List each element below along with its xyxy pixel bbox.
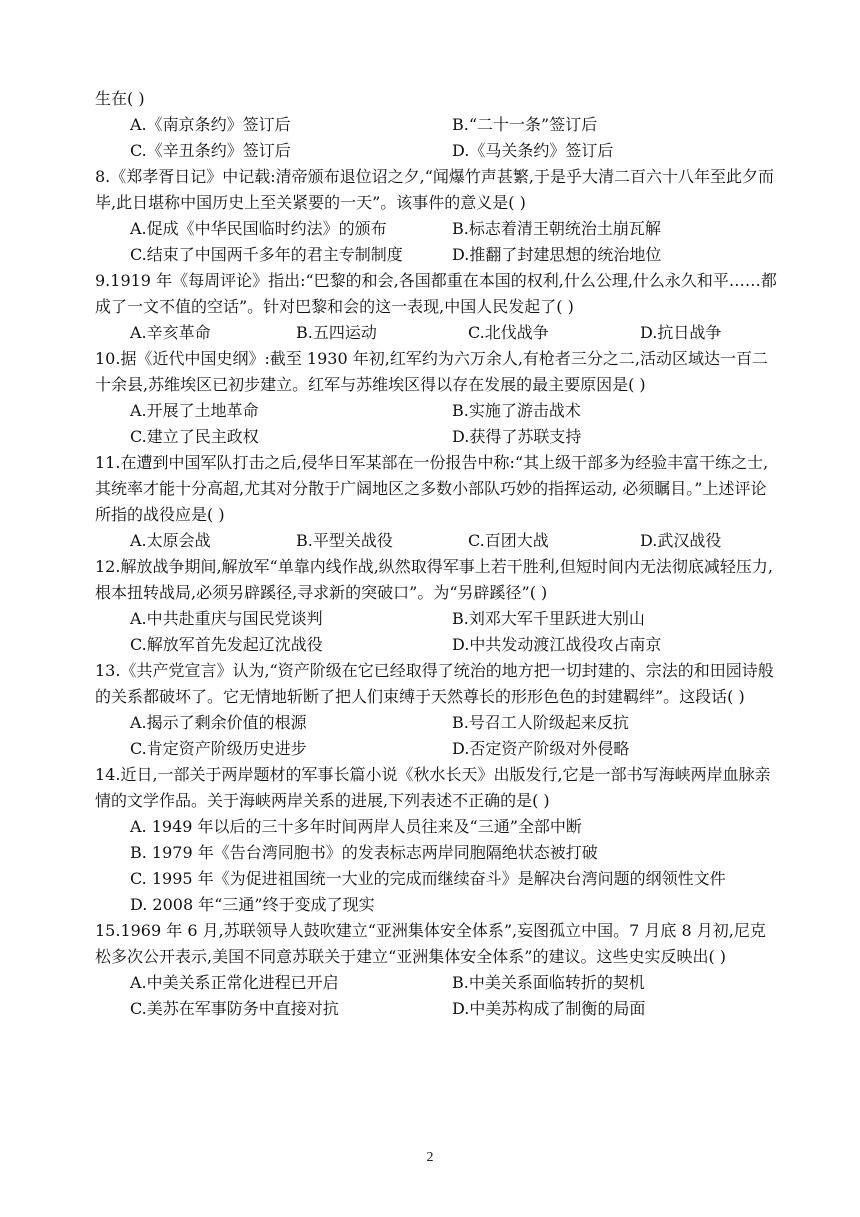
question-stem: 生在( ): [95, 89, 145, 108]
answer-option: B.标志着清王朝统治土崩瓦解: [452, 219, 661, 238]
question-stem: 10.据《近代中国史纲》:截至 1930 年初,红军约为六万余人,有枪者三分之二,活动区域达一百二十余县,苏维埃区已初步建立。红军与苏维埃区得以存在发展的最主要原因是( ): [95, 349, 768, 394]
answer-option: D.推翻了封建思想的统治地位: [452, 245, 662, 264]
answer-options: [95, 970, 780, 1022]
answer-option: D.武汉战役: [640, 531, 722, 550]
question-stem: 12.解放战争期间,解放军“单靠内线作战,纵然取得军事上若干胜利,但短时间内无法彻底减轻压力,根本扭转战局,必须另辟蹊径,寻求新的突破口”。为“另辟蹊径”( ): [95, 557, 773, 602]
answer-option: C.百团大战: [468, 531, 549, 550]
answer-option: C.《辛丑条约》签订后: [130, 141, 291, 160]
answer-option: A.揭示了剩余价值的根源: [130, 713, 307, 732]
question-stem: 13.《共产党宣言》认为,“资产阶级在它已经取得了统治的地方把一切封建的、宗法的和田园诗般的关系都破坏了。它无情地斩断了把人们束缚于天然尊长的形形色色的封建羁绊”。这段话( ): [95, 661, 774, 706]
question-stem: 15.1969 年 6 月,苏联领导人鼓吹建立“亚洲集体安全体系”,妄图孤立中国。7 月底 8 月初,尼克松多次公开表示,美国不同意苏联关于建立“亚洲集体安全体系”的建议。这些史实反映出( ): [95, 921, 766, 966]
answer-option: C.北伐战争: [468, 323, 549, 342]
question-stem: 14.近日,一部关于两岸题材的军事长篇小说《秋水长天》出版发行,它是一部书写海峡两岸血脉亲情的文学作品。关于海峡两岸关系的进展,下列表述不正确的是( ): [95, 765, 771, 810]
answer-option: C.结束了中国两千多年的君主专制制度: [130, 245, 403, 264]
answer-option: B.平型关战役: [296, 531, 393, 550]
answer-option: D.中美苏构成了制衡的局面: [452, 999, 646, 1018]
answer-option: A.《南京条约》签订后: [130, 115, 291, 134]
answer-option: A.中美关系正常化进程已开启: [130, 973, 339, 992]
question-block: [95, 554, 780, 658]
answer-option: D. 2008 年“三通”终于变成了现实: [130, 895, 375, 914]
answer-options: [95, 112, 780, 164]
answer-option: C.解放军首先发起辽沈战役: [130, 635, 323, 654]
answer-option: D.获得了苏联支持: [452, 427, 582, 446]
answer-option: A.辛亥革命: [130, 323, 211, 342]
question-block: [95, 762, 780, 918]
question-list: [95, 86, 780, 1022]
answer-option: C.建立了民主政权: [130, 427, 259, 446]
question-block: [95, 658, 780, 762]
answer-option: B. 1979 年《告台湾同胞书》的发表标志两岸同胞隔绝状态被打破: [130, 843, 598, 862]
question-block: [95, 450, 780, 554]
question-block: [95, 86, 780, 164]
answer-option: B.中美关系面临转折的契机: [452, 973, 645, 992]
question-block: [95, 164, 780, 268]
page-number: 2: [426, 1150, 434, 1165]
question-stem: 11.在遭到中国军队打击之后,侵华日军某部在一份报告中称:“其上级干部多为经验丰富干练之士,其统率才能十分高超,尤其对分散于广阔地区之多数小部队巧妙的指挥运动, 必须瞩目。”上述评论所指的战役应是( ): [95, 453, 769, 524]
answer-option: C. 1995 年《为促进祖国统一大业的完成而继续奋斗》是解决台湾问题的纲领性文件: [130, 869, 726, 888]
answer-option: D.否定资产阶级对外侵略: [452, 739, 630, 758]
answer-option: B.五四运动: [296, 323, 377, 342]
answer-option: D.《马关条约》签订后: [452, 141, 614, 160]
answer-options: [95, 814, 780, 918]
answer-option: C.肯定资产阶级历史进步: [130, 739, 307, 758]
answer-option: D.抗日战争: [640, 323, 722, 342]
question-block: [95, 268, 780, 346]
answer-options: [95, 710, 780, 762]
question-block: [95, 918, 780, 1022]
answer-option: B.“二十一条”签订后: [452, 115, 598, 134]
answer-option: A.中共赴重庆与国民党谈判: [130, 609, 323, 628]
answer-option: D.中共发动渡江战役攻占南京: [452, 635, 662, 654]
answer-options: [95, 528, 780, 554]
question-stem: 9.1919 年《每周评论》指出:“巴黎的和会,各国都重在本国的权利,什么公理,什么永久和平……都成了一文不值的空话”。针对巴黎和会的这一表现,中国人民发起了( ): [95, 271, 777, 316]
answer-option: C.美苏在军事防务中直接对抗: [130, 999, 339, 1018]
question-stem: 8.《郑孝胥日记》中记载:清帝颁布退位诏之夕,“闻爆竹声甚繁,于是乎大清二百六十八年至此夕而毕,此日堪称中国历史上至关紧要的一天”。该事件的意义是( ): [95, 167, 775, 212]
answer-options: [95, 216, 780, 268]
answer-option: B.实施了游击战术: [452, 401, 581, 420]
answer-option: A.太原会战: [130, 531, 211, 550]
answer-option: B.刘邓大军千里跃进大别山: [452, 609, 645, 628]
answer-option: A. 1949 年以后的三十多年时间两岸人员往来及“三通”全部中断: [130, 817, 582, 836]
answer-options: [95, 606, 780, 658]
answer-option: A.促成《中华民国临时约法》的颁布: [130, 219, 387, 238]
answer-option: A.开展了土地革命: [130, 401, 259, 420]
answer-option: B.号召工人阶级起来反抗: [452, 713, 629, 732]
answer-options: [95, 398, 780, 450]
question-block: [95, 346, 780, 450]
answer-options: [95, 320, 780, 346]
